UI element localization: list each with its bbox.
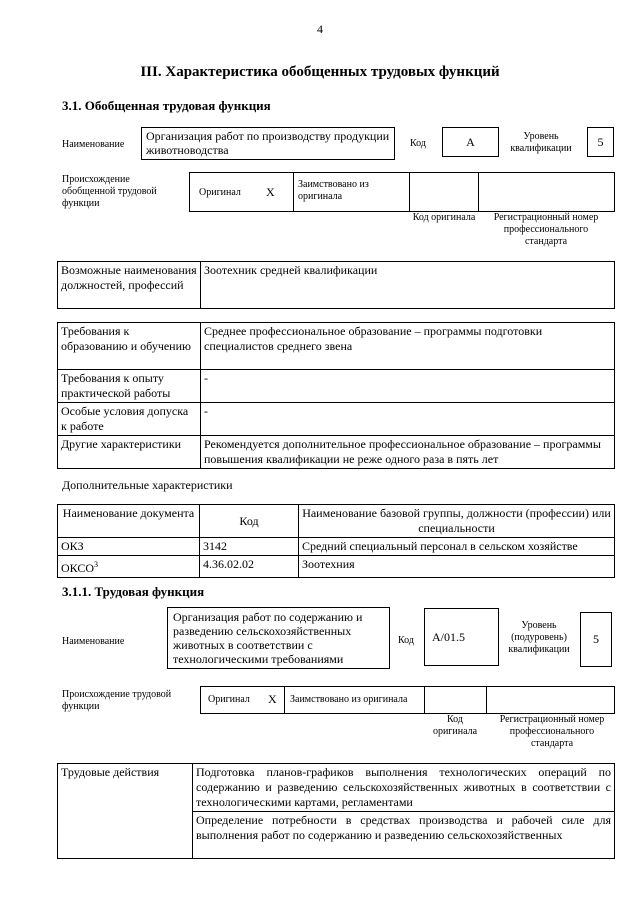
req-value: -	[201, 403, 615, 436]
tf-name-value: Организация работ по содержанию и разведению сельскохозяйственных животных в соответствии с технологическими требованиями	[173, 610, 363, 666]
req-label: Требования к образованию и обучению	[58, 323, 201, 370]
tf-heading: 3.1.1. Трудовая функция	[62, 584, 205, 599]
table-row	[58, 538, 615, 556]
positions-label: Возможные наименования должностей, профессий	[58, 262, 201, 309]
gtf-origin-label: Происхождение обобщенной трудовой функции	[62, 174, 157, 209]
gtf-level-label: Уровень квалификации	[510, 131, 572, 154]
gtf-heading: 3.1. Обобщенная трудовая функция	[62, 98, 271, 113]
gtf-level-field	[587, 127, 614, 157]
req-row	[58, 436, 615, 469]
tf-name-field	[167, 607, 390, 669]
additional-doc: ОКСО$^3$	[58, 556, 200, 578]
tf-level-field	[580, 612, 612, 667]
gtf-original-mark: Х	[266, 185, 275, 199]
gtf-level-value: 5	[597, 135, 604, 149]
req-value: -	[201, 370, 615, 403]
tf-code-original-caption: Код оригинала	[432, 714, 478, 737]
tf-borrowed-label: Заимствовано из оригинала	[290, 694, 408, 705]
gtf-code-label: Код	[410, 138, 426, 149]
tf-origin-box	[200, 686, 615, 714]
gtf-code-original-caption: Код оригинала	[412, 212, 476, 223]
tf-code-value: А/01.5	[432, 630, 465, 644]
gtf-code-value: А	[466, 135, 475, 149]
gtf-name-value: Организация работ по производству продукции животноводства	[146, 129, 390, 157]
tf-original-label: Оригинал	[208, 694, 250, 705]
positions-table	[57, 261, 615, 309]
tf-level-value: 5	[593, 632, 599, 646]
tf-name-label: Наименование	[62, 636, 125, 647]
req-label: Особые условия допуска к работе	[58, 403, 201, 436]
table-row	[58, 556, 615, 578]
additional-code: 3142	[200, 538, 299, 556]
req-label: Другие характеристики	[58, 436, 201, 469]
positions-value: Зоотехник средней квалификации	[201, 262, 615, 309]
gtf-divider-3	[478, 172, 479, 212]
gtf-original-label: Оригинал	[199, 187, 241, 198]
additional-header-name: Наименование базовой группы, должности (профессии) или специальности	[299, 505, 615, 538]
gtf-divider-1	[293, 172, 294, 212]
page-number: 4	[317, 22, 323, 36]
req-row	[58, 403, 615, 436]
tf-original-mark: Х	[268, 692, 277, 706]
gtf-name-field	[141, 127, 395, 160]
additional-code: 4.36.02.02	[200, 556, 299, 578]
tf-divider-3	[486, 686, 487, 714]
req-row	[58, 370, 615, 403]
requirements-table	[57, 322, 615, 469]
additional-name: Зоотехния	[299, 556, 615, 578]
gtf-name-label: Наименование	[62, 139, 125, 150]
gtf-code-field	[442, 127, 499, 157]
tf-reg-number-caption: Регистрационный номер профессионального стандарта	[499, 714, 605, 749]
tf-level-label: Уровень (подуровень) квалификации	[508, 620, 570, 655]
table-row	[58, 764, 615, 812]
action-item: Подготовка планов-графиков выполнения технологических операций по содержанию и разведению сельскохозяйственных животных в соответствии с технологическими картами, регламентами	[193, 764, 615, 812]
tf-divider-2	[424, 686, 425, 714]
gtf-borrowed-label: Заимствовано из оригинала	[298, 179, 369, 202]
gtf-reg-number-caption: Регистрационный номер профессионального стандарта	[493, 212, 599, 247]
additional-name: Средний специальный персонал в сельском хозяйстве	[299, 538, 615, 556]
additional-header-code: Код	[200, 505, 299, 538]
additional-heading: Дополнительные характеристики	[62, 478, 233, 492]
gtf-divider-2	[409, 172, 410, 212]
req-value: Рекомендуется дополнительное профессиональное образование – программы повышения квалификации не реже одного раза в пять лет	[201, 436, 615, 469]
tf-code-label: Код	[398, 635, 414, 646]
tf-origin-label: Происхождение трудовой функции	[62, 689, 172, 712]
action-item: Определение потребности в средствах производства и рабочей силе для выполнения работ по содержанию и разведению сельскохозяйственных	[193, 812, 615, 859]
actions-table	[57, 763, 615, 859]
section-title: III. Характеристика обобщенных трудовых функций	[140, 64, 500, 80]
req-label: Требования к опыту практической работы	[58, 370, 201, 403]
tf-divider-1	[284, 686, 285, 714]
req-value: Среднее профессиональное образование – программы подготовки специалистов среднего звена	[201, 323, 615, 370]
additional-table	[57, 504, 615, 578]
actions-label: Трудовые действия	[58, 764, 193, 859]
tf-code-field	[424, 608, 499, 666]
additional-doc: ОКЗ	[58, 538, 200, 556]
req-row	[58, 323, 615, 370]
additional-header-doc: Наименование документа	[58, 505, 200, 538]
